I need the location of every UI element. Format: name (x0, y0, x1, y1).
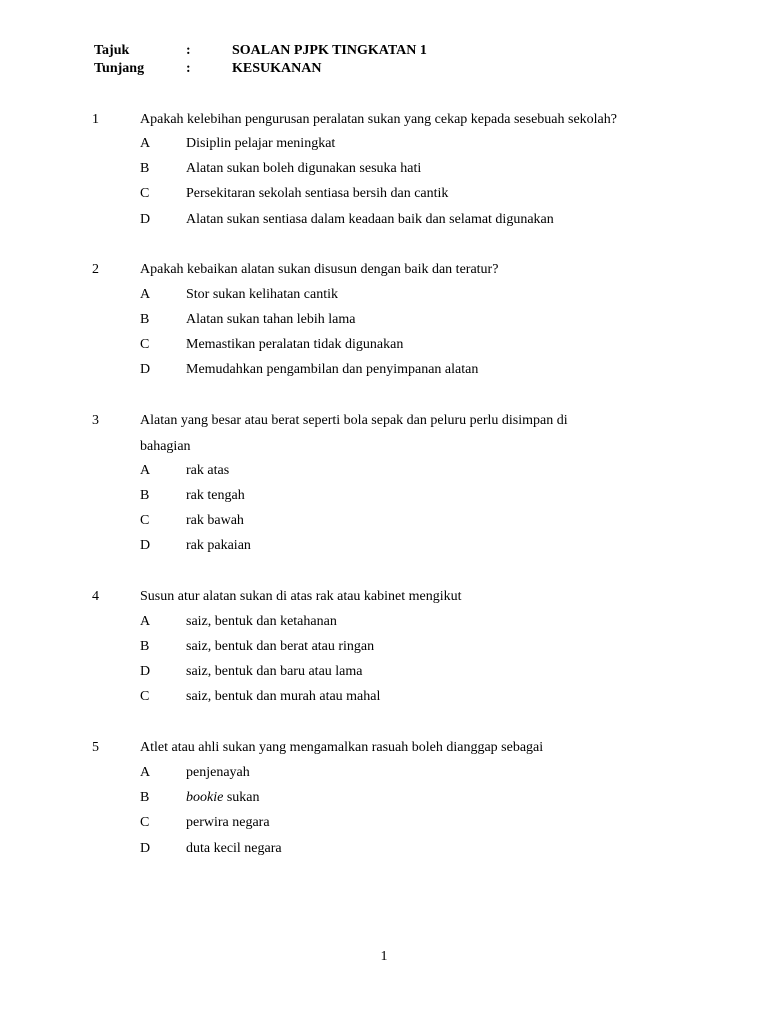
option-text: saiz, bentuk dan ketahanan (186, 614, 337, 629)
option-letter: A (140, 136, 151, 151)
question-3-text-line1: Alatan yang besar atau berat seperti bola sepak dan peluru perlu disimpan di (140, 413, 568, 428)
option-text: perwira negara (186, 815, 270, 830)
option-text (186, 788, 260, 808)
option-letter: A (140, 463, 151, 478)
question-2-number: 2 (92, 262, 99, 277)
option-letter: D (140, 538, 151, 553)
option-text-italic: bookie (186, 790, 224, 805)
option-letter: B (140, 790, 150, 805)
option-letter: A (140, 614, 151, 629)
tajuk-value: SOALAN PJPK TINGKATAN 1 (232, 43, 427, 58)
option-text: saiz, bentuk dan berat atau ringan (186, 639, 375, 654)
option-text: saiz, bentuk dan murah atau mahal (186, 689, 381, 704)
option-text: Memastikan peralatan tidak digunakan (186, 337, 404, 352)
option-letter: D (140, 664, 151, 679)
option-text: Alatan sukan tahan lebih lama (186, 312, 356, 327)
option-text: rak atas (186, 463, 230, 478)
option-text: rak pakaian (186, 538, 251, 553)
option-text: penjenayah (186, 765, 250, 780)
question-3-text-line2: bahagian (140, 439, 191, 454)
option-letter: C (140, 513, 150, 528)
option-letter: D (140, 841, 151, 856)
tunjang-value: KESUKANAN (232, 61, 322, 76)
option-text: rak tengah (186, 488, 245, 503)
page-number: 1 (380, 949, 388, 964)
option-letter: B (140, 488, 150, 503)
option-text: Disiplin pelajar meningkat (186, 136, 336, 151)
question-4-text: Susun atur alatan sukan di atas rak atau kabinet mengikut (140, 589, 462, 604)
option-text-rest: sukan (223, 790, 260, 805)
question-5-text: Atlet atau ahli sukan yang mengamalkan rasuah boleh dianggap sebagai (140, 740, 544, 755)
option-text: rak bawah (186, 513, 244, 528)
question-1-number: 1 (92, 112, 99, 127)
question-2-text: Apakah kebaikan alatan sukan disusun dengan baik dan teratur? (140, 262, 499, 277)
option-letter: C (140, 337, 150, 352)
option-text: saiz, bentuk dan baru atau lama (186, 664, 363, 679)
option-text: Persekitaran sekolah sentiasa bersih dan cantik (186, 186, 449, 201)
option-letter: D (140, 212, 151, 227)
option-letter: D (140, 362, 151, 377)
option-letter: A (140, 287, 151, 302)
question-5-number: 5 (92, 740, 99, 755)
option-letter: C (140, 689, 150, 704)
tunjang-colon: : (186, 61, 191, 76)
option-letter: B (140, 312, 150, 327)
tunjang-label: Tunjang (94, 61, 145, 76)
option-letter: B (140, 161, 150, 176)
option-letter: C (140, 186, 150, 201)
option-text: duta kecil negara (186, 841, 282, 856)
option-letter: C (140, 815, 150, 830)
tajuk-label: Tajuk (94, 43, 130, 58)
option-text: Alatan sukan boleh digunakan sesuka hati (186, 161, 422, 176)
option-text: Stor sukan kelihatan cantik (186, 287, 339, 302)
question-4-number: 4 (92, 589, 99, 604)
option-text: Alatan sukan sentiasa dalam keadaan baik dan selamat digunakan (186, 212, 554, 227)
tajuk-colon: : (186, 43, 191, 58)
option-letter: B (140, 639, 150, 654)
question-1-text: Apakah kelebihan pengurusan peralatan sukan yang cekap kepada sesebuah sekolah? (140, 112, 617, 127)
option-text: Memudahkan pengambilan dan penyimpanan alatan (186, 362, 479, 377)
question-3-number: 3 (92, 413, 99, 428)
option-letter: A (140, 765, 151, 780)
